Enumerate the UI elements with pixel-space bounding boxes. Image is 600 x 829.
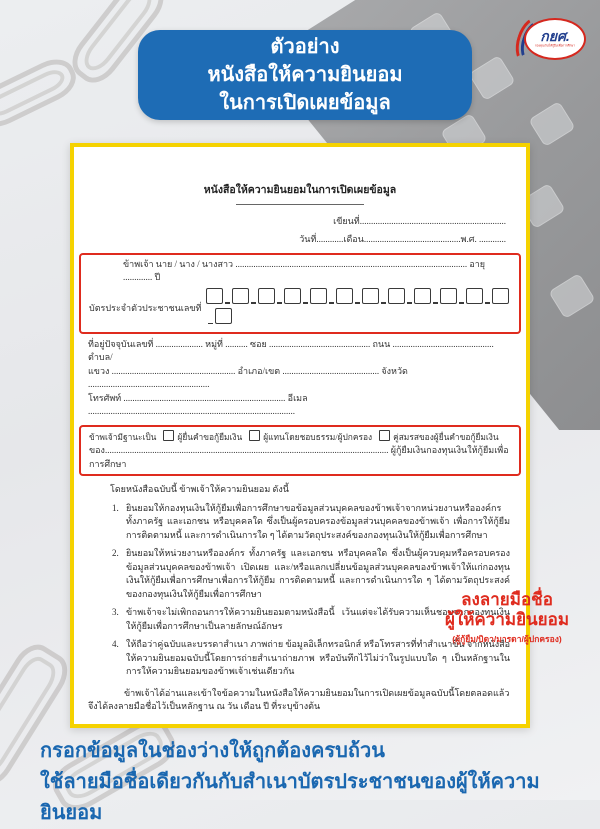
- footer-line-1: กรอกข้อมูลในช่องว่างให้ถูกต้องครบถ้วน: [40, 740, 385, 762]
- checkbox-borrower-icon: [163, 430, 174, 441]
- header-line-3: ในการเปิดเผยข้อมูล: [219, 92, 391, 114]
- annotation-line-2: ผู้ให้ความยินยอม: [444, 610, 570, 630]
- id-digit-boxes: [206, 288, 511, 329]
- annotation-line-1: ลงลายมือชื่อ: [461, 590, 553, 609]
- annotation-subtext: (ผู้กู้ยืม/บิดา/มารดา/ผู้ปกครอง): [452, 633, 562, 644]
- address-line-3: โทรศัพท์ ........................................................................ อีเมล ............................................................................................: [88, 392, 308, 417]
- logo-acronym: กยศ.: [540, 28, 570, 44]
- highlighted-status-box: [79, 425, 521, 477]
- paper-clip-decoration: [0, 52, 82, 134]
- footer-line-2: ใช้ลายมือชื่อเดียวกันกับสำเนาบัตรประชาชนของผู้ให้ความยินยอม: [40, 771, 540, 824]
- header-line-1: ตัวอย่าง: [270, 36, 340, 58]
- consent-intro: โดยหนังสือฉบับนี้ ข้าพเจ้าให้ความยินยอม ดังนี้: [110, 484, 289, 495]
- highlighted-identity-box: [79, 253, 521, 334]
- name-age-line: ข้าพเจ้า นาย / นาง / นางสาว ....................................................................................................... อายุ ............. ปี: [123, 258, 486, 283]
- status-option-2: ผู้แทนโดยชอบธรรม/ผู้ปกครอง: [263, 432, 373, 442]
- address-line-2: แขวง ....................................................... อำเภอ/เขต ........................................... จังหวัด ......................................................: [88, 365, 408, 390]
- checkbox-guardian-icon: [249, 430, 260, 441]
- consent-item-4: 4. ให้ถือว่าคู่ฉบับและบรรดาสำเนา ภาพถ่าย ข้อมูลอิเล็กทรอนิกส์ หรือโทรสารที่ทำสำเนาขึ้น จากหนังสือให้ความยินยอมฉบับนี้โดยการถ่ายสำเนาถ่ายภาพ หรือบันทึกไว้ไม่ว่าในรูปแบบใด ๆ เป็นหลักฐานในการให้ความยินยอมของข้าพเจ้าเช่นเดียวกัน: [112, 639, 510, 677]
- consent-item-1: 1. ยินยอมให้กองทุนเงินให้กู้ยืมเพื่อการศึกษาขอข้อมูลส่วนบุคคลของข้าพเจ้าจากหน่วยงานหรือองค์กร ทั้งภาครัฐ และเอกชน หรือบุคคลใด ซึ่งเป็นผู้ครอบครองข้อมูลส่วนบุคคลของข้าพเจ้า เพื่อการให้กู้ยืม การติดตามหนี้ และการดำเนินการใด ๆ ได้ตามวัตถุประสงค์ของกองทุนเงินให้กู้ยืมเพื่อการศึกษา: [112, 502, 510, 540]
- consent-item-2: 2. ยินยอมให้หน่วยงานหรือองค์กร ทั้งภาครัฐ และเอกชน หรือบุคคลใด ซึ่งเป็นผู้ควบคุมหรือครอบครองข้อมูลส่วนบุคคลของข้าพเจ้า เปิดเผย และ/หรือแลกเปลี่ยนข้อมูลส่วนบุคคลของข้าพเจ้าให้แก่กองทุนเงินให้กู้ยืมเพื่อการศึกษาเพื่อการให้กู้ยืม การติดตามหนี้ และการดำเนินการใด ๆ ได้ตามวัตถุประสงค์ของกองทุนเงินให้กู้ยืมเพื่อการศึกษา: [112, 548, 510, 599]
- status-of-line: ของ.............................................................................................................................. ผู้กู้ยืมเงินกองทุนเงินให้กู้ยืมเพื่อการศึกษา: [89, 445, 509, 469]
- national-id-row: [89, 288, 511, 329]
- written-at-line: เขียนที่.................................................................: [333, 215, 506, 226]
- header-title-badge: [138, 30, 472, 120]
- studentloan-fund-logo: [516, 16, 586, 64]
- date-line: วันที่............เดือน...........................................พ.ศ. ............: [299, 234, 506, 245]
- logo-caption: กองทุนเงินให้กู้ยืมเพื่อการศึกษา: [535, 44, 575, 48]
- status-option-1: ผู้ยื่นคำขอกู้ยืมเงิน: [177, 432, 243, 442]
- status-prefix: ข้าพเจ้ามีฐานะเป็น: [89, 432, 157, 442]
- address-line-1: ที่อยู่ปัจจุบันเลขที่ ..................... หมู่ที่ .......... ซอย ............................................. ถนน ............................................. ตำบล/: [88, 338, 494, 363]
- sign-here-annotation: [422, 590, 592, 644]
- signature-line: [128, 726, 512, 728]
- footer-instructions: [40, 736, 580, 829]
- signature-block: [88, 726, 512, 728]
- closing-paragraph: ข้าพเจ้าได้อ่านและเข้าใจข้อความในหนังสือให้ความยินยอมในการเปิดเผยข้อมูลฉบับนี้โดยตลอดแล้ว จึงได้ลงลายมือชื่อไว้เป็นหลักฐาน ณ วัน เดือน ปี ที่ระบุข้างต้น: [88, 687, 510, 712]
- national-id-label: บัตรประจำตัวประชาชนเลขที่: [89, 302, 202, 313]
- logo-ellipse: [524, 18, 586, 60]
- consent-item-3: 3. ข้าพเจ้าจะไม่เพิกถอนการให้ความยินยอมตามหนังสือนี้ เว้นแต่จะได้รับความเห็นชอบจากกองทุนเงินให้กู้ยืมเพื่อการศึกษาเป็นลายลักษณ์อักษร: [112, 607, 510, 631]
- document-title: หนังสือให้ความยินยอมในการเปิดเผยข้อมูล: [203, 185, 397, 196]
- checkbox-spouse-icon: [379, 430, 390, 441]
- status-option-3: คู่สมรสของผู้ยื่นคำขอกู้ยืมเงิน: [393, 432, 499, 442]
- header-line-2: หนังสือให้ความยินยอม: [207, 64, 403, 86]
- status-options-line: [89, 430, 511, 445]
- title-underline: [236, 204, 364, 205]
